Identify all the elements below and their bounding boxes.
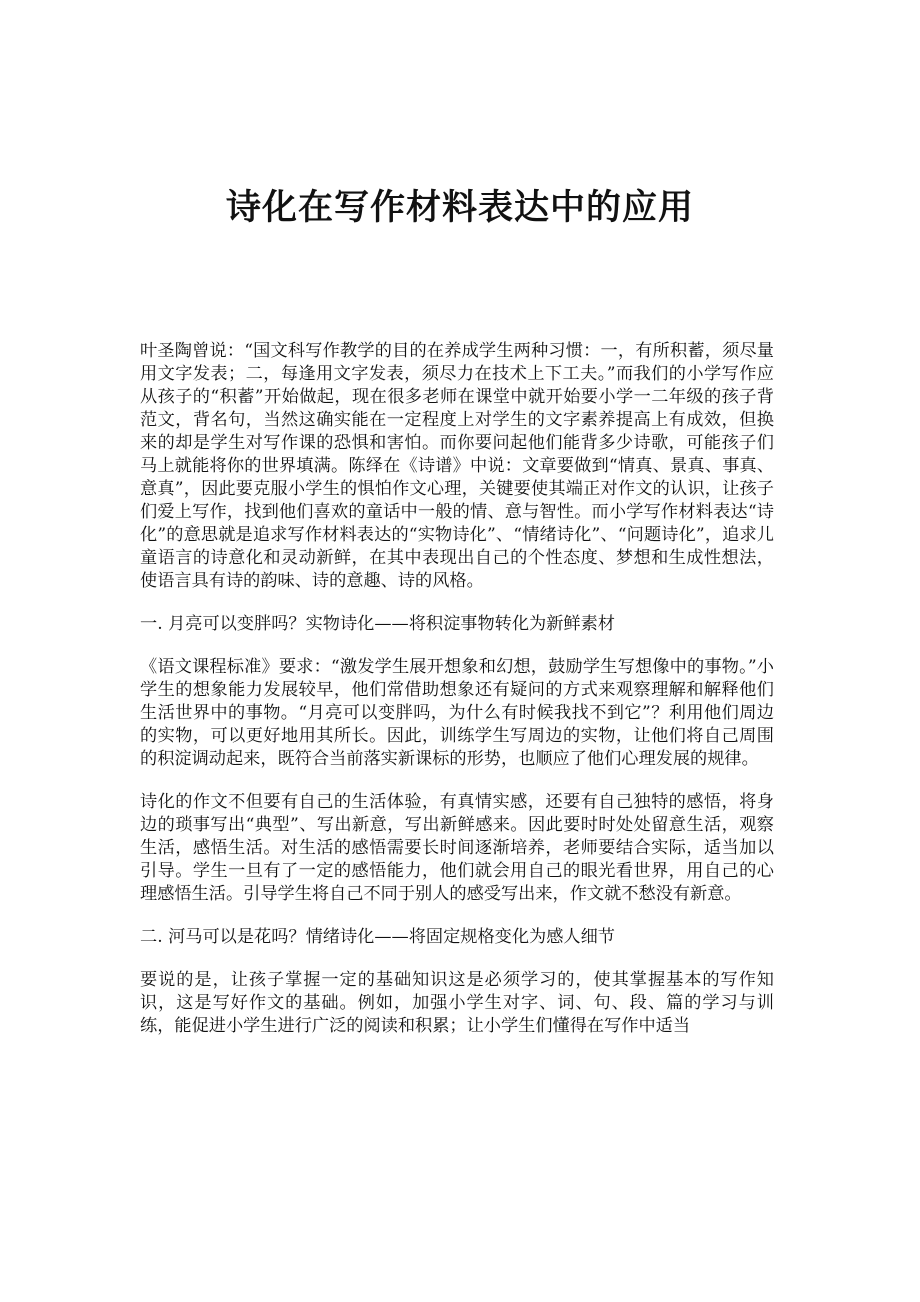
paragraph-curriculum-standard: 《语文课程标准》要求：“激发学生展开想象和幻想，鼓励学生写想像中的事物。”小学生的想象能力发展较早，他们常借助想象还有疑问的方式来观察理解和解释他们生活世界中的事物。“月亮可以变胖吗，为什么有时候我找不到它”？利用他们周边的实物，可以更好地用其所长。因此，训练学生写周边的实物，让他们将自己周围的积淀调动起来，既符合当前落实新课标的形势，也顺应了他们心理发展的规律。 bbox=[140, 657, 774, 769]
section-heading-2: 二. 河马可以是花吗？情绪诗化——将固定规格变化为感人细节 bbox=[140, 927, 615, 947]
document-body bbox=[140, 340, 774, 1058]
paragraph-poetic-composition: 诗化的作文不但要有自己的生活体验，有真情实感，还要有自己独特的感悟，将身边的琐事写出“典型”、写出新意，写出新鲜感来。因此要时时处处留意生活，观察生活，感悟生活。对生活的感悟需要长时间逐渐培养，老师要结合实际，适当加以引导。学生一旦有了一定的感悟能力，他们就会用自己的眼光看世界，用自己的心理感悟生活。引导学生将自己不同于别人的感受写出来，作文就不愁没有新意。 bbox=[140, 792, 774, 904]
paragraph-intro: 叶圣陶曾说：“国文科写作教学的目的在养成学生两种习惯：一，有所积蓄，须尽量用文字发表；二，每逢用文字发表，须尽力在技术上下工夫。”而我们的小学写作应从孩子的“积蓄”开始做起，现在很多老师在课堂中就开始要小学一二年级的孩子背范文，背名句，当然这确实能在一定程度上对学生的文字素养提高上有成效，但换来的却是学生对写作课的恐惧和害怕。而你要问起他们能背多少诗歌，可能孩子们马上就能将你的世界填满。陈绎在《诗谱》中说：文章要做到“情真、景真、事真、意真”，因此要克服小学生的惧怕作文心理，关键要使其端正对作文的认识，让孩子们爱上写作，找到他们喜欢的童话中一般的情、意与智性。而小学写作材料表达“诗化”的意思就是追求写作材料表达的“实物诗化”、“情绪诗化”、“问题诗化”，追求儿童语言的诗意化和灵动新鲜，在其中表现出自己的个性态度、梦想和生成性想法，使语言具有诗的韵味、诗的意趣、诗的风格。 bbox=[140, 341, 774, 591]
document-title: 诗化在写作材料表达中的应用 bbox=[225, 187, 694, 228]
section-heading-1: 一. 月亮可以变胖吗？实物诗化——将积淀事物转化为新鲜素材 bbox=[140, 614, 615, 634]
paragraph-basic-knowledge: 要说的是，让孩子掌握一定的基础知识这是必须学习的，使其掌握基本的写作知识，这是写好作文的基础。例如，加强小学生对字、词、句、段、篇的学习与训练，能促进小学生进行广泛的阅读和积累；让小学生们懂得在写作中适当 bbox=[140, 970, 774, 1036]
